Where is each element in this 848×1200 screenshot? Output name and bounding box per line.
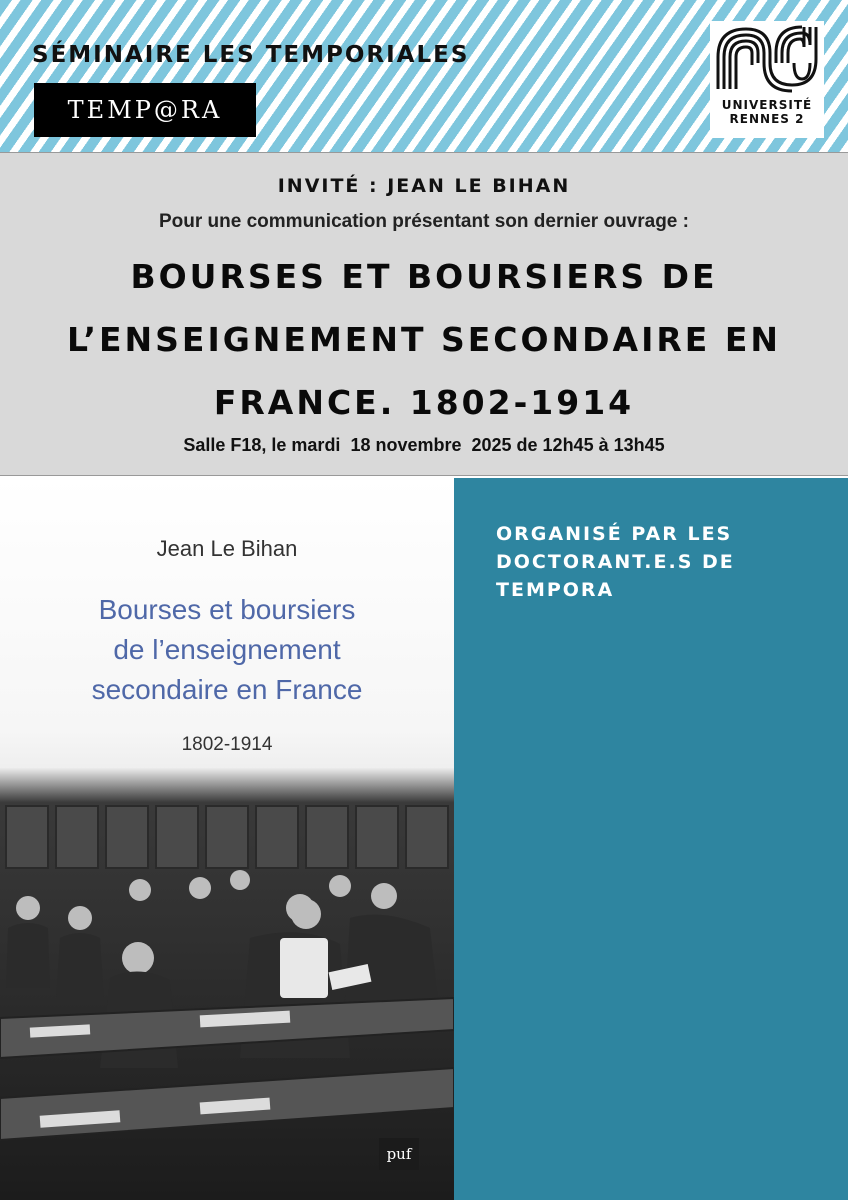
session-info: Salle F18, le mardi 18 novembre 2025 de 12h45 à 13h45	[183, 435, 665, 455]
cover-title-line-2: de l’enseignement	[113, 634, 341, 665]
book-title-line-2: L’ENSEIGNEMENT SECONDAIRE EN	[67, 320, 781, 359]
cover-title-line-3: secondaire en France	[91, 674, 363, 705]
cover-author: Jean Le Bihan	[156, 536, 298, 561]
organiser-panel	[454, 478, 848, 1200]
organiser-line-3: TEMPORA	[496, 579, 615, 601]
book-title-line-1: BOURSES ET BOURSIERS DE	[130, 257, 718, 296]
tempora-logo	[34, 83, 256, 137]
organiser-line-1: ORGANISÉ PAR LES	[496, 523, 733, 545]
guest-line: INVITÉ : JEAN LE BIHAN	[277, 175, 571, 197]
cover-years: 1802-1914	[181, 734, 273, 755]
cover-title	[0, 590, 454, 710]
invitation-band	[0, 152, 848, 476]
publisher-logo: puf	[379, 1138, 419, 1170]
university-line-2: RENNES 2	[729, 112, 805, 126]
university-name	[722, 98, 812, 126]
cover-title-line-1: Bourses et boursiers	[98, 594, 356, 625]
book-title-line-3: FRANCE. 1802-1914	[213, 383, 635, 422]
series-title: SÉMINAIRE LES TEMPORIALES	[32, 42, 470, 68]
classroom-photo	[0, 768, 454, 1200]
university-mark-icon	[712, 23, 822, 93]
university-logo	[710, 21, 824, 138]
intro-line: Pour une communication présentant son dernier ouvrage :	[159, 211, 689, 232]
book-title	[30, 245, 818, 434]
organiser-line-2: DOCTORANT.E.S DE	[496, 551, 735, 573]
organiser-text	[496, 520, 826, 604]
tempora-logo-text: TEMP@RA	[67, 96, 223, 124]
book-cover	[0, 478, 454, 1200]
university-line-1: UNIVERSITÉ	[721, 98, 813, 112]
header-band	[0, 0, 848, 152]
